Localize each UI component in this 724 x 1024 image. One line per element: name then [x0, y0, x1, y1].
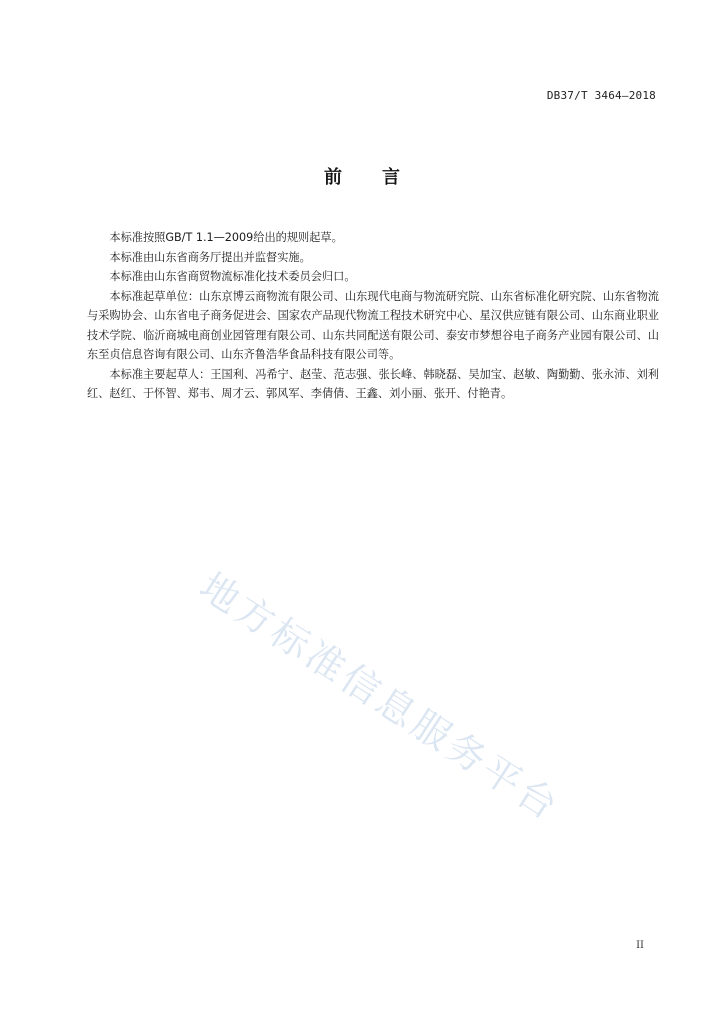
watermark: 地方标准信息服务平台	[191, 564, 569, 830]
page-number: II	[636, 940, 644, 951]
paragraph-drafters: 本标准主要起草人：王国利、冯希宁、赵莹、范志强、张长峰、韩晓磊、吴加宝、赵敏、陶勤勤、张永沛、刘利红、赵红、于怀智、郑韦、周才云、郭风军、李倩倩、王鑫、刘小丽、张开、付艳青。	[87, 367, 659, 400]
paragraph-proposer: 本标准由山东省商务厅提出并监督实施。	[109, 250, 311, 264]
paragraph-drafting-units: 本标准起草单位：山东京博云商物流有限公司、山东现代电商与物流研究院、山东省标准化研究院、山东省物流与采购协会、山东省电子商务促进会、国家农产品现代物流工程技术研究中心、星汉供应链有限公司、山东商业职业技术学院、临沂商城电商创业园管理有限公司、山东共同配送有限公司、泰安市梦想谷电子商务产业园有限公司、山东至贞信息咨询有限公司、山东齐鲁浩华食品科技有限公司等。	[87, 289, 659, 361]
body-text	[87, 228, 659, 404]
paragraph-drafting-rules: 本标准按照GB/T 1.1—2009给出的规则起草。	[109, 231, 343, 244]
paragraph-centralized-unit: 本标准由山东省商贸物流标准化技术委员会归口。	[109, 270, 356, 283]
document-code: DB37/T 3464—2018	[546, 89, 656, 102]
page-title: 前言	[324, 167, 440, 188]
